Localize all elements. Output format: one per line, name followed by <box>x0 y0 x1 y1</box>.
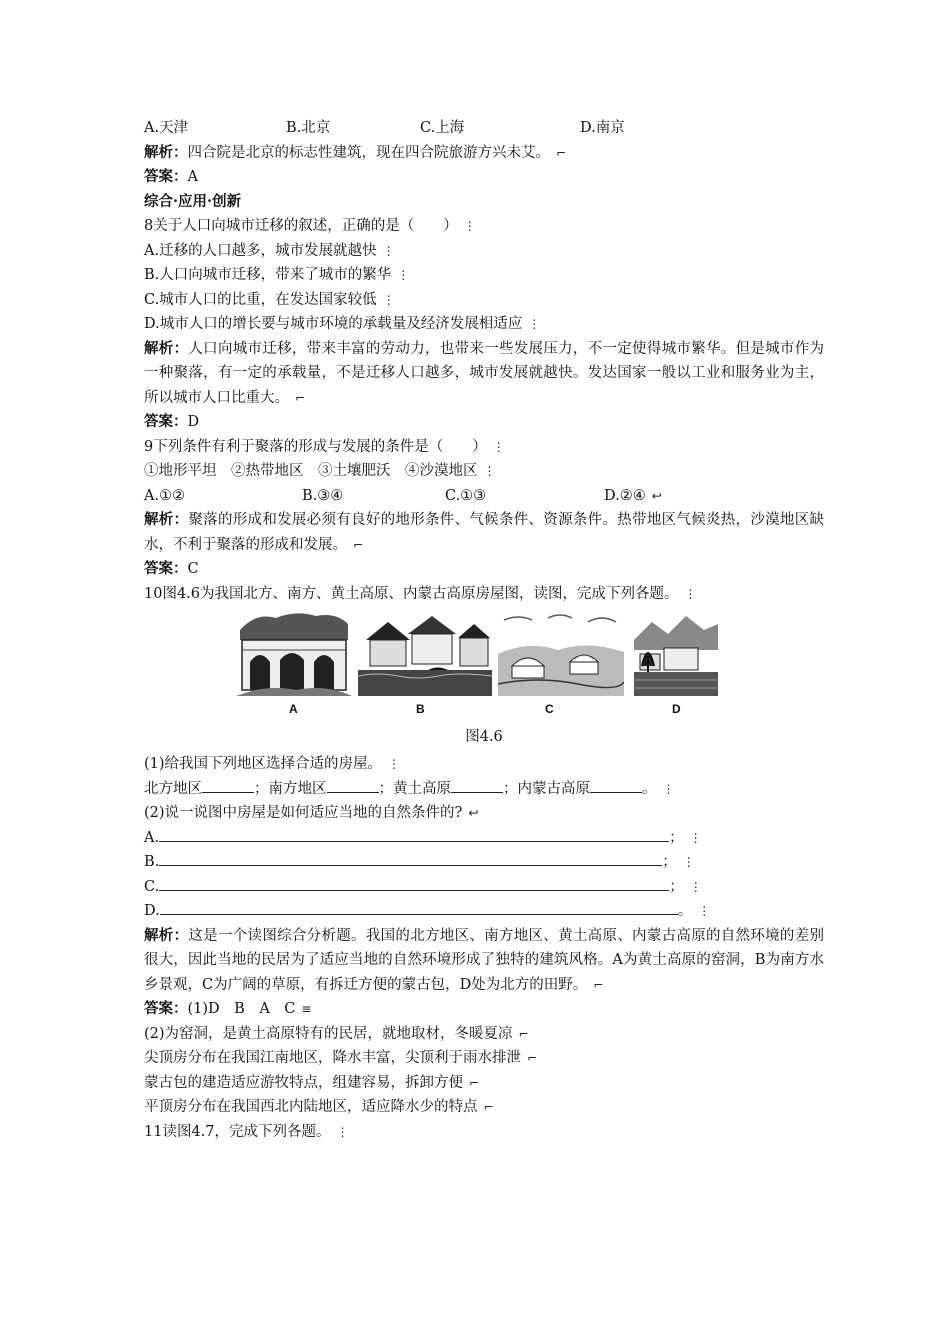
figure-4-6 <box>144 610 824 722</box>
q11-stem: 11读图4.7，完成下列各题。 ⋮ <box>144 1123 349 1140</box>
house-d-image <box>634 610 718 696</box>
anchor-mark-icon: ↩ <box>468 806 479 820</box>
q9-analysis: 解析：聚落的形成和发展必须有良好的地形条件、气候条件、资源条件。热带地区气候炎热，沙漠地区缺水，不利于聚落的形成和发展。 ⌐ <box>144 511 825 553</box>
house-b-image <box>358 610 492 696</box>
answer-line-c[interactable] <box>159 875 669 891</box>
q9-option-a: A.①② <box>144 487 186 504</box>
figure-label-d: D <box>672 702 681 716</box>
paragraph-mark-icon: ⌐ <box>483 1100 494 1114</box>
q10-sub1: (1)给我国下列地区选择合适的房屋。 ⋮ <box>144 756 401 772</box>
figure-label-c: C <box>545 702 554 716</box>
answer-blank-inner-mongolia[interactable] <box>590 777 642 793</box>
paragraph-mark-icon: ⌐ <box>295 390 306 405</box>
q8-option-b: B.人口向城市迁移，带来了城市的繁华 ⋮ <box>144 267 410 283</box>
line-break-mark-icon: ⋮ <box>382 292 395 307</box>
line-break-mark-icon: ⋮ <box>662 781 675 796</box>
q7-option-a: A.天津 <box>144 120 189 136</box>
q10-analysis: 解析：这是一个读图综合分析题。我国的北方地区、南方地区、黄土高原、内蒙古高原的自然环境的差别很大，因此当地的民居为了适应当地的自然环境形成了独特的建筑风格。A为黄土高原的窑洞，B为南方水乡景观，C为广阔的草原，有拆迁方便的蒙古包，D处为北方的田野。 ⌐ <box>144 926 825 993</box>
line-break-mark-icon: ⋮ <box>397 268 410 282</box>
figure-caption: 图4.6 <box>465 729 503 745</box>
answer-blank-north[interactable] <box>202 777 254 793</box>
answer-blank-loess[interactable] <box>451 777 503 793</box>
answer-line-d[interactable] <box>160 899 678 915</box>
q10-line-d: D. 。 ⋮ <box>144 899 824 924</box>
q8-option-a: A.迁移的人口越多，城市发展就越快 ⋮ <box>144 242 395 259</box>
q10-answer2-line1: (2)为窑洞，是黄土高原特有的民居，就地取材，冬暖夏凉 ⌐ <box>144 1025 529 1042</box>
house-c-image <box>498 610 624 696</box>
line-break-mark-icon: ⋮ <box>682 855 695 869</box>
figure-label-a: A <box>289 702 298 716</box>
line-break-mark-icon: ⋮ <box>689 830 702 845</box>
q9-option-b: B.③④ <box>302 487 344 504</box>
q9-conditions: ①地形平坦 ②热带地区 ③土壤肥沃 ④沙漠地区 ⋮ <box>144 463 496 479</box>
q10-sub2: (2)说一说图中房屋是如何适应当地的自然条件的? ↩ <box>144 805 479 821</box>
q7-option-b: B.北京 <box>286 120 331 136</box>
line-break-mark-icon: ⋮ <box>483 464 496 478</box>
q9-answer: 答案：C <box>144 560 199 577</box>
equals-mark-icon: ≡ <box>301 1002 312 1016</box>
line-break-mark-icon: ⋮ <box>684 586 697 601</box>
q10-line-c: C. ； ⋮ <box>144 875 824 900</box>
q10-stem: 10图4.6为我国北方、南方、黄土高原、内蒙古高原房屋图，读图，完成下列各题。 ⋮ <box>144 585 697 602</box>
line-break-mark-icon: ⋮ <box>382 243 395 258</box>
q7-option-d: D.南京 <box>580 120 625 136</box>
q10-answer: 答案：(1)D B A C ≡ <box>144 1000 312 1017</box>
line-break-mark-icon: ⋮ <box>336 1124 349 1139</box>
paragraph-mark-icon: ⌐ <box>353 537 364 552</box>
document-page <box>144 116 824 1144</box>
house-a-image <box>236 610 352 696</box>
q7-answer: 答案：A <box>144 168 198 185</box>
answer-line-a[interactable] <box>159 826 669 842</box>
answer-line-b[interactable] <box>159 850 662 866</box>
q8-answer: 答案：D <box>144 413 200 430</box>
q10-region-blanks: 北方地区 ；南方地区 ；黄土高原 ；内蒙古高原 。 ⋮ <box>144 777 824 802</box>
q9-option-d: D.②④ ↩ <box>604 487 662 504</box>
q9-option-c: C.①③ <box>445 487 487 504</box>
anchor-mark-icon: ↩ <box>651 488 662 503</box>
line-break-mark-icon: ⋮ <box>698 904 711 918</box>
q7-option-c: C.上海 <box>420 120 465 136</box>
q8-analysis: 解析：人口向城市迁移，带来丰富的劳动力，也带来一些发展压力，不一定使得城市繁华。但是城市作为一种聚落，有一定的承载量，不是迁移人口越多，城市发展就越快。发达国家一般以工业和服务业为主，所以城市人口比重大。 ⌐ <box>144 339 825 406</box>
q8-option-c: C.城市人口的比重，在发达国家较低 ⋮ <box>144 291 395 308</box>
q10-answer2-line3: 蒙古包的建造适应游牧特点，组建容易，拆卸方便 ⌐ <box>144 1074 480 1091</box>
figure-label-b: B <box>416 702 425 716</box>
answer-blank-south[interactable] <box>327 777 379 793</box>
q10-line-a: A. ； ⋮ <box>144 826 824 851</box>
section-title: 综合·应用·创新 <box>144 192 242 210</box>
line-break-mark-icon: ⋮ <box>689 879 702 894</box>
line-break-mark-icon: ⋮ <box>463 219 476 233</box>
q10-answer2-line2: 尖顶房分布在我国江南地区，降水丰富，尖顶利于雨水排泄 ⌐ <box>144 1050 538 1066</box>
paragraph-mark-icon: ⌐ <box>593 977 604 992</box>
q9-stem: 9下列条件有利于聚落的形成与发展的条件是（ ） ⋮ <box>144 438 505 455</box>
q8-option-d: D.城市人口的增长要与城市环境的承载量及经济发展相适应 ⋮ <box>144 316 541 332</box>
q10-line-b: B. ； ⋮ <box>144 850 824 875</box>
q10-answer2-line4: 平顶房分布在我国西北内陆地区，适应降水少的特点 ⌐ <box>144 1099 494 1115</box>
q8-stem: 8关于人口向城市迁移的叙述，正确的是（ ） ⋮ <box>144 218 476 234</box>
paragraph-mark-icon: ⌐ <box>518 1026 529 1041</box>
paragraph-mark-icon: ⌐ <box>527 1051 538 1065</box>
paragraph-mark-icon: ⌐ <box>469 1075 480 1090</box>
q9-options <box>144 484 824 509</box>
paragraph-mark-icon: ⌐ <box>556 145 567 160</box>
q7-analysis: 解析：四合院是北京的标志性建筑，现在四合院旅游方兴未艾。 ⌐ <box>144 143 567 161</box>
line-break-mark-icon: ⋮ <box>492 439 505 454</box>
q7-options <box>144 116 824 141</box>
line-break-mark-icon: ⋮ <box>528 317 541 331</box>
line-break-mark-icon: ⋮ <box>388 757 401 771</box>
